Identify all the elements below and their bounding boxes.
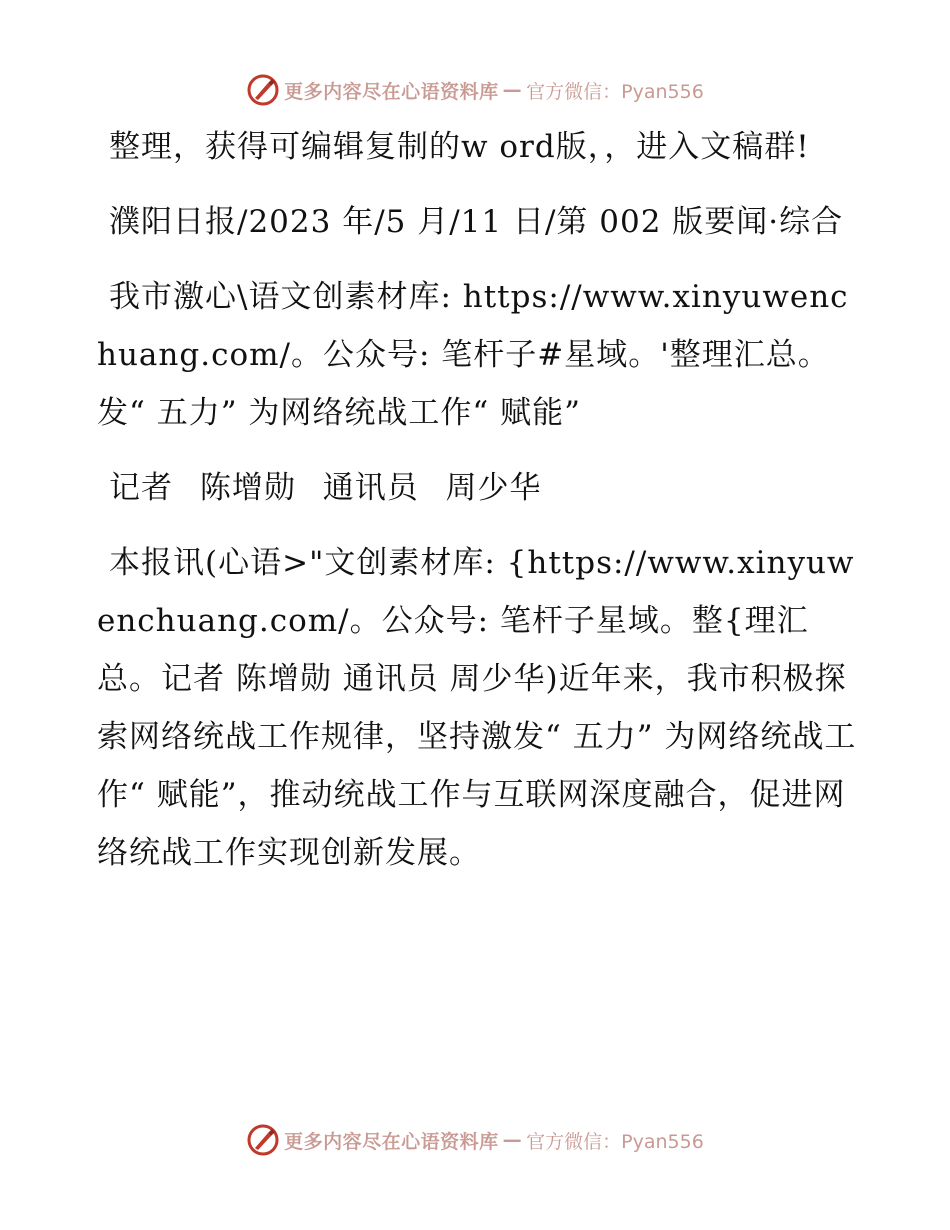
header-banner-text: 更多内容尽在心语资料库 [284,80,499,103]
header-watermark-banner [0,70,950,110]
pen-logo-icon [246,1123,280,1157]
headline-paragraph: 我市激心\语文创素材库: https://www.xinyuwenchuang.com/。公众号: 笔杆子#星域。'整理汇总。发“ 五力” 为网络统战工作“ 赋能” [97,279,849,431]
footer-banner-dash: — [502,1129,523,1151]
document-body [97,118,857,882]
pen-logo-icon [246,73,280,107]
body-paragraph: 本报讯(心语>"文创素材库: {https://www.xinyuwenchuang.com/。公众号: 笔杆子星域。整{理汇总。记者 陈增勋 通讯员 周少华)近年来，我市积极探索网络统战工作规律，坚持激发“ 五力” 为网络统战工作“ 赋能”，推动统战工作与互联网深度融合，促进网络统战工作实现创新发展。 [97,545,857,871]
source-paragraph: 濮阳日报/2023 年/5 月/11 日/第 002 版要闻·综合 [109,204,844,240]
header-banner-dash: — [502,79,523,101]
footer-banner-wechat: 官方微信：Pyan556 [526,1130,704,1153]
header-banner-wechat: 官方微信：Pyan556 [526,80,704,103]
footer-watermark-banner [0,1120,950,1160]
byline-paragraph: 记者 陈增勋 通讯员 周少华 [109,470,542,506]
intro-paragraph: 整理，获得可编辑复制的w ord版，，进入文稿群! [109,129,810,165]
footer-banner-text: 更多内容尽在心语资料库 [284,1130,499,1153]
